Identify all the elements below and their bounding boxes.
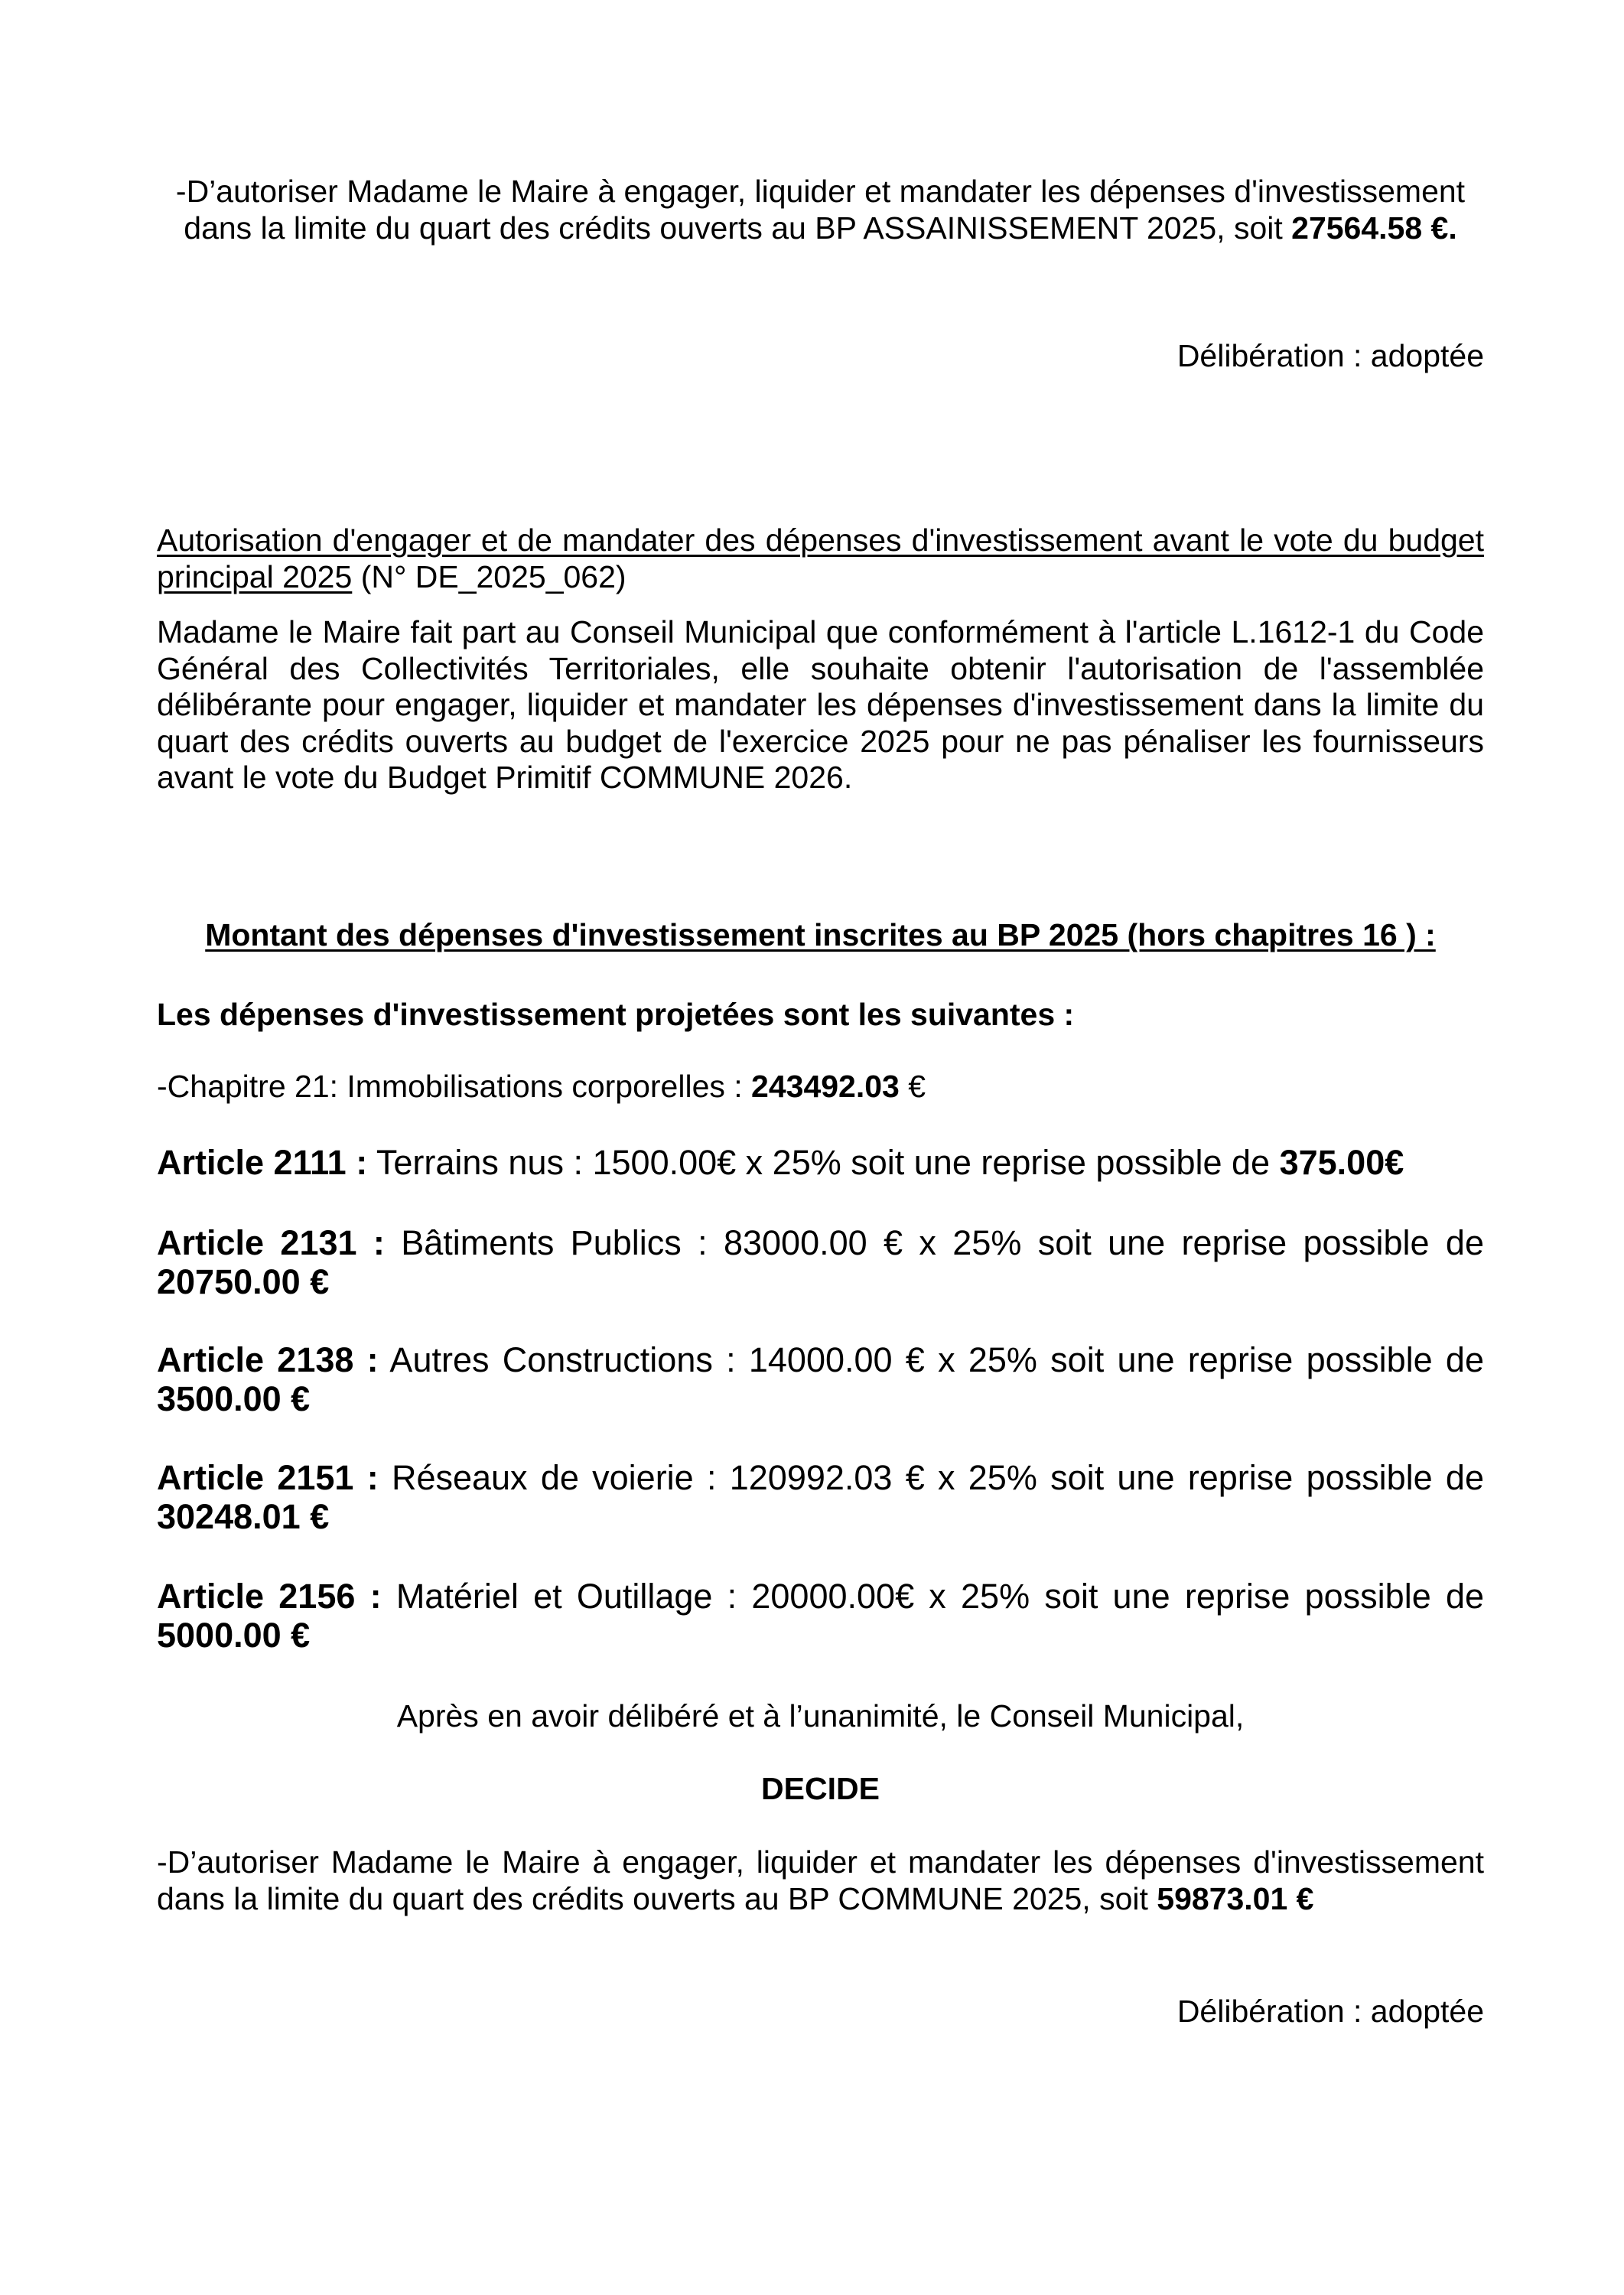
article-line xyxy=(157,1340,1484,1418)
article-result: 375.00€ xyxy=(1279,1143,1404,1182)
article-label: Article 2111 : xyxy=(157,1143,368,1182)
chapter-line xyxy=(157,1068,1484,1105)
deliberation-title-underlined: Autorisation d'engager et de mandater des dépenses d'investissement avant le vote du budget principal 2025 xyxy=(157,522,1484,594)
article-line xyxy=(157,1577,1484,1655)
article-line xyxy=(157,1223,1484,1301)
authorization-amount: 27564.58 €. xyxy=(1291,210,1457,246)
article-result: 5000.00 € xyxy=(157,1616,311,1655)
deliberation-title xyxy=(157,522,1484,595)
chapter-total: 243492.03 xyxy=(751,1069,900,1104)
article-text: Matériel et Outillage : 20000.00€ x 25% soit une reprise possible de xyxy=(381,1577,1485,1616)
article-label: Article 2151 : xyxy=(157,1458,379,1497)
commune-authorization xyxy=(157,1844,1484,1917)
article-text: Bâtiments Publics : 83000.00 € x 25% soit une reprise possible de xyxy=(384,1223,1484,1262)
article-result: 30248.01 € xyxy=(157,1497,330,1536)
chapter-label: -Chapitre 21: Immobilisations corporelles : xyxy=(157,1069,752,1104)
article-label: Article 2138 : xyxy=(157,1340,379,1379)
intro-paragraph: Madame le Maire fait part au Conseil Municipal que conformément à l'article L.1612-1 du Code Général des Collectivités Territoriales, elle souhaite obtenir l'autorisation de l'assemblée délibérante pour engager, liquider et mandater les dépenses d'investissement dans la limite du quart des crédits ouverts au budget de l'exercice 2025 pour ne pas pénaliser les fournisseurs avant le vote du Budget Primitif COMMUNE 2026. xyxy=(157,614,1484,795)
amount-heading xyxy=(157,916,1484,953)
article-text: Terrains nus : 1500.00€ x 25% soit une reprise possible de xyxy=(367,1143,1280,1182)
authorization-text: -D’autoriser Madame le Maire à engager, liquider et mandater les dépenses d'investissement dans la limite du quart des crédits ouverts au BP ASSAINISSEMENT 2025, soit xyxy=(175,174,1466,246)
decide-heading: DECIDE xyxy=(761,1771,880,1806)
deliberation-reference: (N° DE_2025_062) xyxy=(352,559,626,594)
assainissement-authorization xyxy=(157,173,1484,246)
article-result: 20750.00 € xyxy=(157,1262,330,1301)
article-label: Article 2156 : xyxy=(157,1577,382,1616)
deliberation-result-assainissement: Délibération : adoptée xyxy=(1177,338,1484,373)
amount-heading-text: Montant des dépenses d'investissement inscrites au BP 2025 (hors chapitres 16 ) : xyxy=(205,917,1436,952)
article-text: Réseaux de voierie : 120992.03 € x 25% soit une reprise possible de xyxy=(378,1458,1484,1497)
article-label: Article 2131 : xyxy=(157,1223,385,1262)
article-text: Autres Constructions : 14000.00 € x 25% soit une reprise possible de xyxy=(378,1340,1484,1379)
article-result: 3500.00 € xyxy=(157,1379,311,1418)
chapter-currency: € xyxy=(899,1069,926,1104)
projected-heading: Les dépenses d'investissement projetées sont les suivantes : xyxy=(157,997,1075,1032)
deliberation-intro: Après en avoir délibéré et à l’unanimité, le Conseil Municipal, xyxy=(396,1698,1245,1733)
authorization-text: -D’autoriser Madame le Maire à engager, liquider et mandater les dépenses d'investissement dans la limite du quart des crédits ouverts au BP COMMUNE 2025, soit xyxy=(157,1844,1484,1916)
authorization-amount: 59873.01 € xyxy=(1157,1881,1314,1916)
article-line xyxy=(157,1458,1484,1536)
article-line xyxy=(157,1143,1484,1182)
deliberation-result-commune: Délibération : adoptée xyxy=(1177,1994,1484,2029)
